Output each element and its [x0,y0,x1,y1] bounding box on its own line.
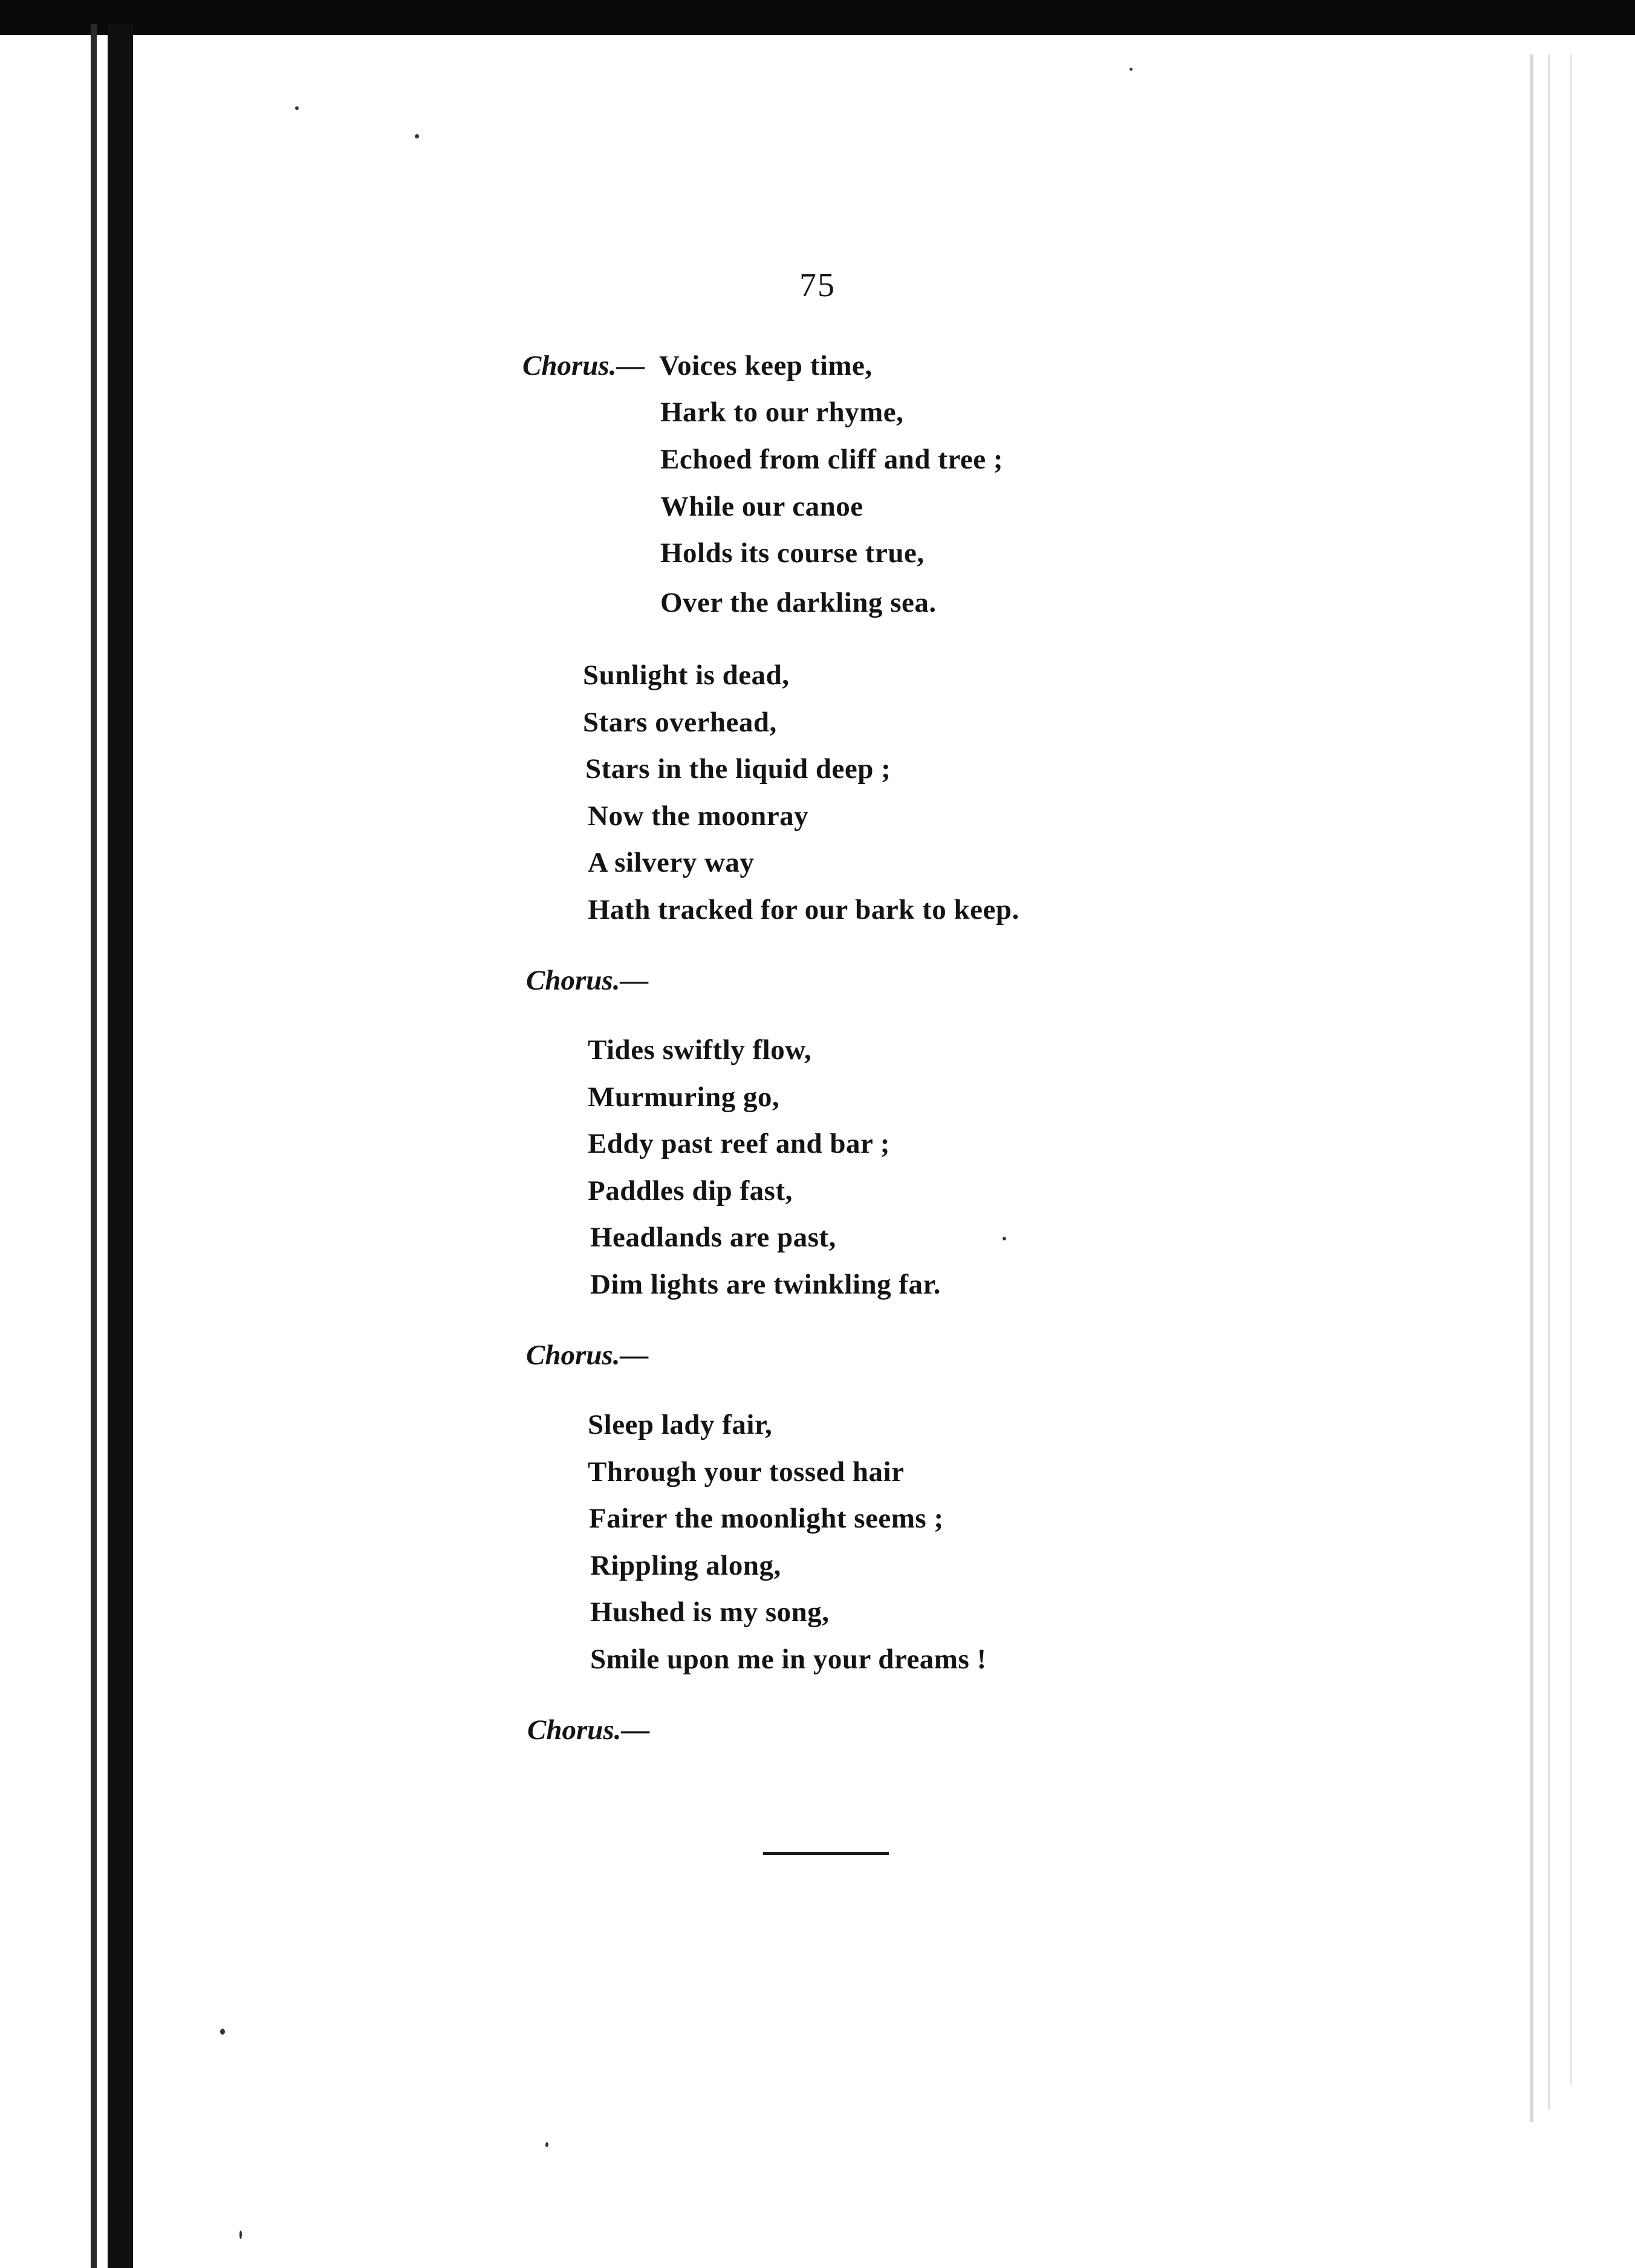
verse-line: Hushed is my song, [590,1596,830,1628]
verse-line: Now the moonray [588,800,809,832]
chorus-line: Voices keep time, [659,350,873,381]
section-end-rule [763,1852,889,1855]
book-gutter-shadow [108,24,133,2268]
chorus-label: Chorus.— [522,350,645,381]
book-gutter-edge [91,24,97,2268]
scan-speck [220,2029,225,2035]
verse-line: Hath tracked for our bark to keep. [588,894,1019,925]
scan-speck [545,2142,548,2147]
chorus-label: Chorus.— [526,1340,649,1371]
page-edge-line [1570,54,1572,2085]
verse-line: Eddy past reef and bar ; [588,1128,890,1159]
chorus-label: Chorus.— [527,1714,650,1746]
page-edge-line [1530,54,1533,2122]
verse-line: Stars in the liquid deep ; [585,753,891,785]
scan-speck [1003,1237,1006,1240]
chorus-label: Chorus.— [526,965,649,996]
chorus-line: Echoed from cliff and tree ; [660,444,1004,475]
chorus-line: Over the darkling sea. [660,587,937,618]
page-edge-line [1548,54,1550,2110]
verse-line: Tides swiftly flow, [588,1034,812,1066]
chorus-line: Holds its course true, [660,537,925,569]
verse-line: Dim lights are twinkling far. [590,1269,941,1300]
verse-line: Murmuring go, [588,1081,780,1113]
chorus-line: While our canoe [660,491,863,522]
verse-line: Fairer the moonlight seems ; [589,1503,944,1534]
verse-line: Smile upon me in your dreams ! [590,1644,987,1675]
scan-top-border [0,0,1635,35]
verse-line: Paddles dip fast, [588,1175,793,1207]
verse-line: Sleep lady fair, [588,1409,773,1440]
scan-speck [239,2231,242,2239]
chorus-line: Hark to our rhyme, [660,397,904,428]
verse-line: Sunlight is dead, [583,659,790,691]
page-number: 75 [799,267,836,304]
scan-speck [1130,68,1133,71]
verse-line: Stars overhead, [583,707,777,738]
verse-line: Headlands are past, [590,1222,836,1253]
verse-line: Rippling along, [590,1550,781,1581]
verse-line: A silvery way [588,847,755,878]
scan-speck [415,134,419,138]
verse-line: Through your tossed hair [588,1456,905,1488]
scan-speck [295,106,299,110]
